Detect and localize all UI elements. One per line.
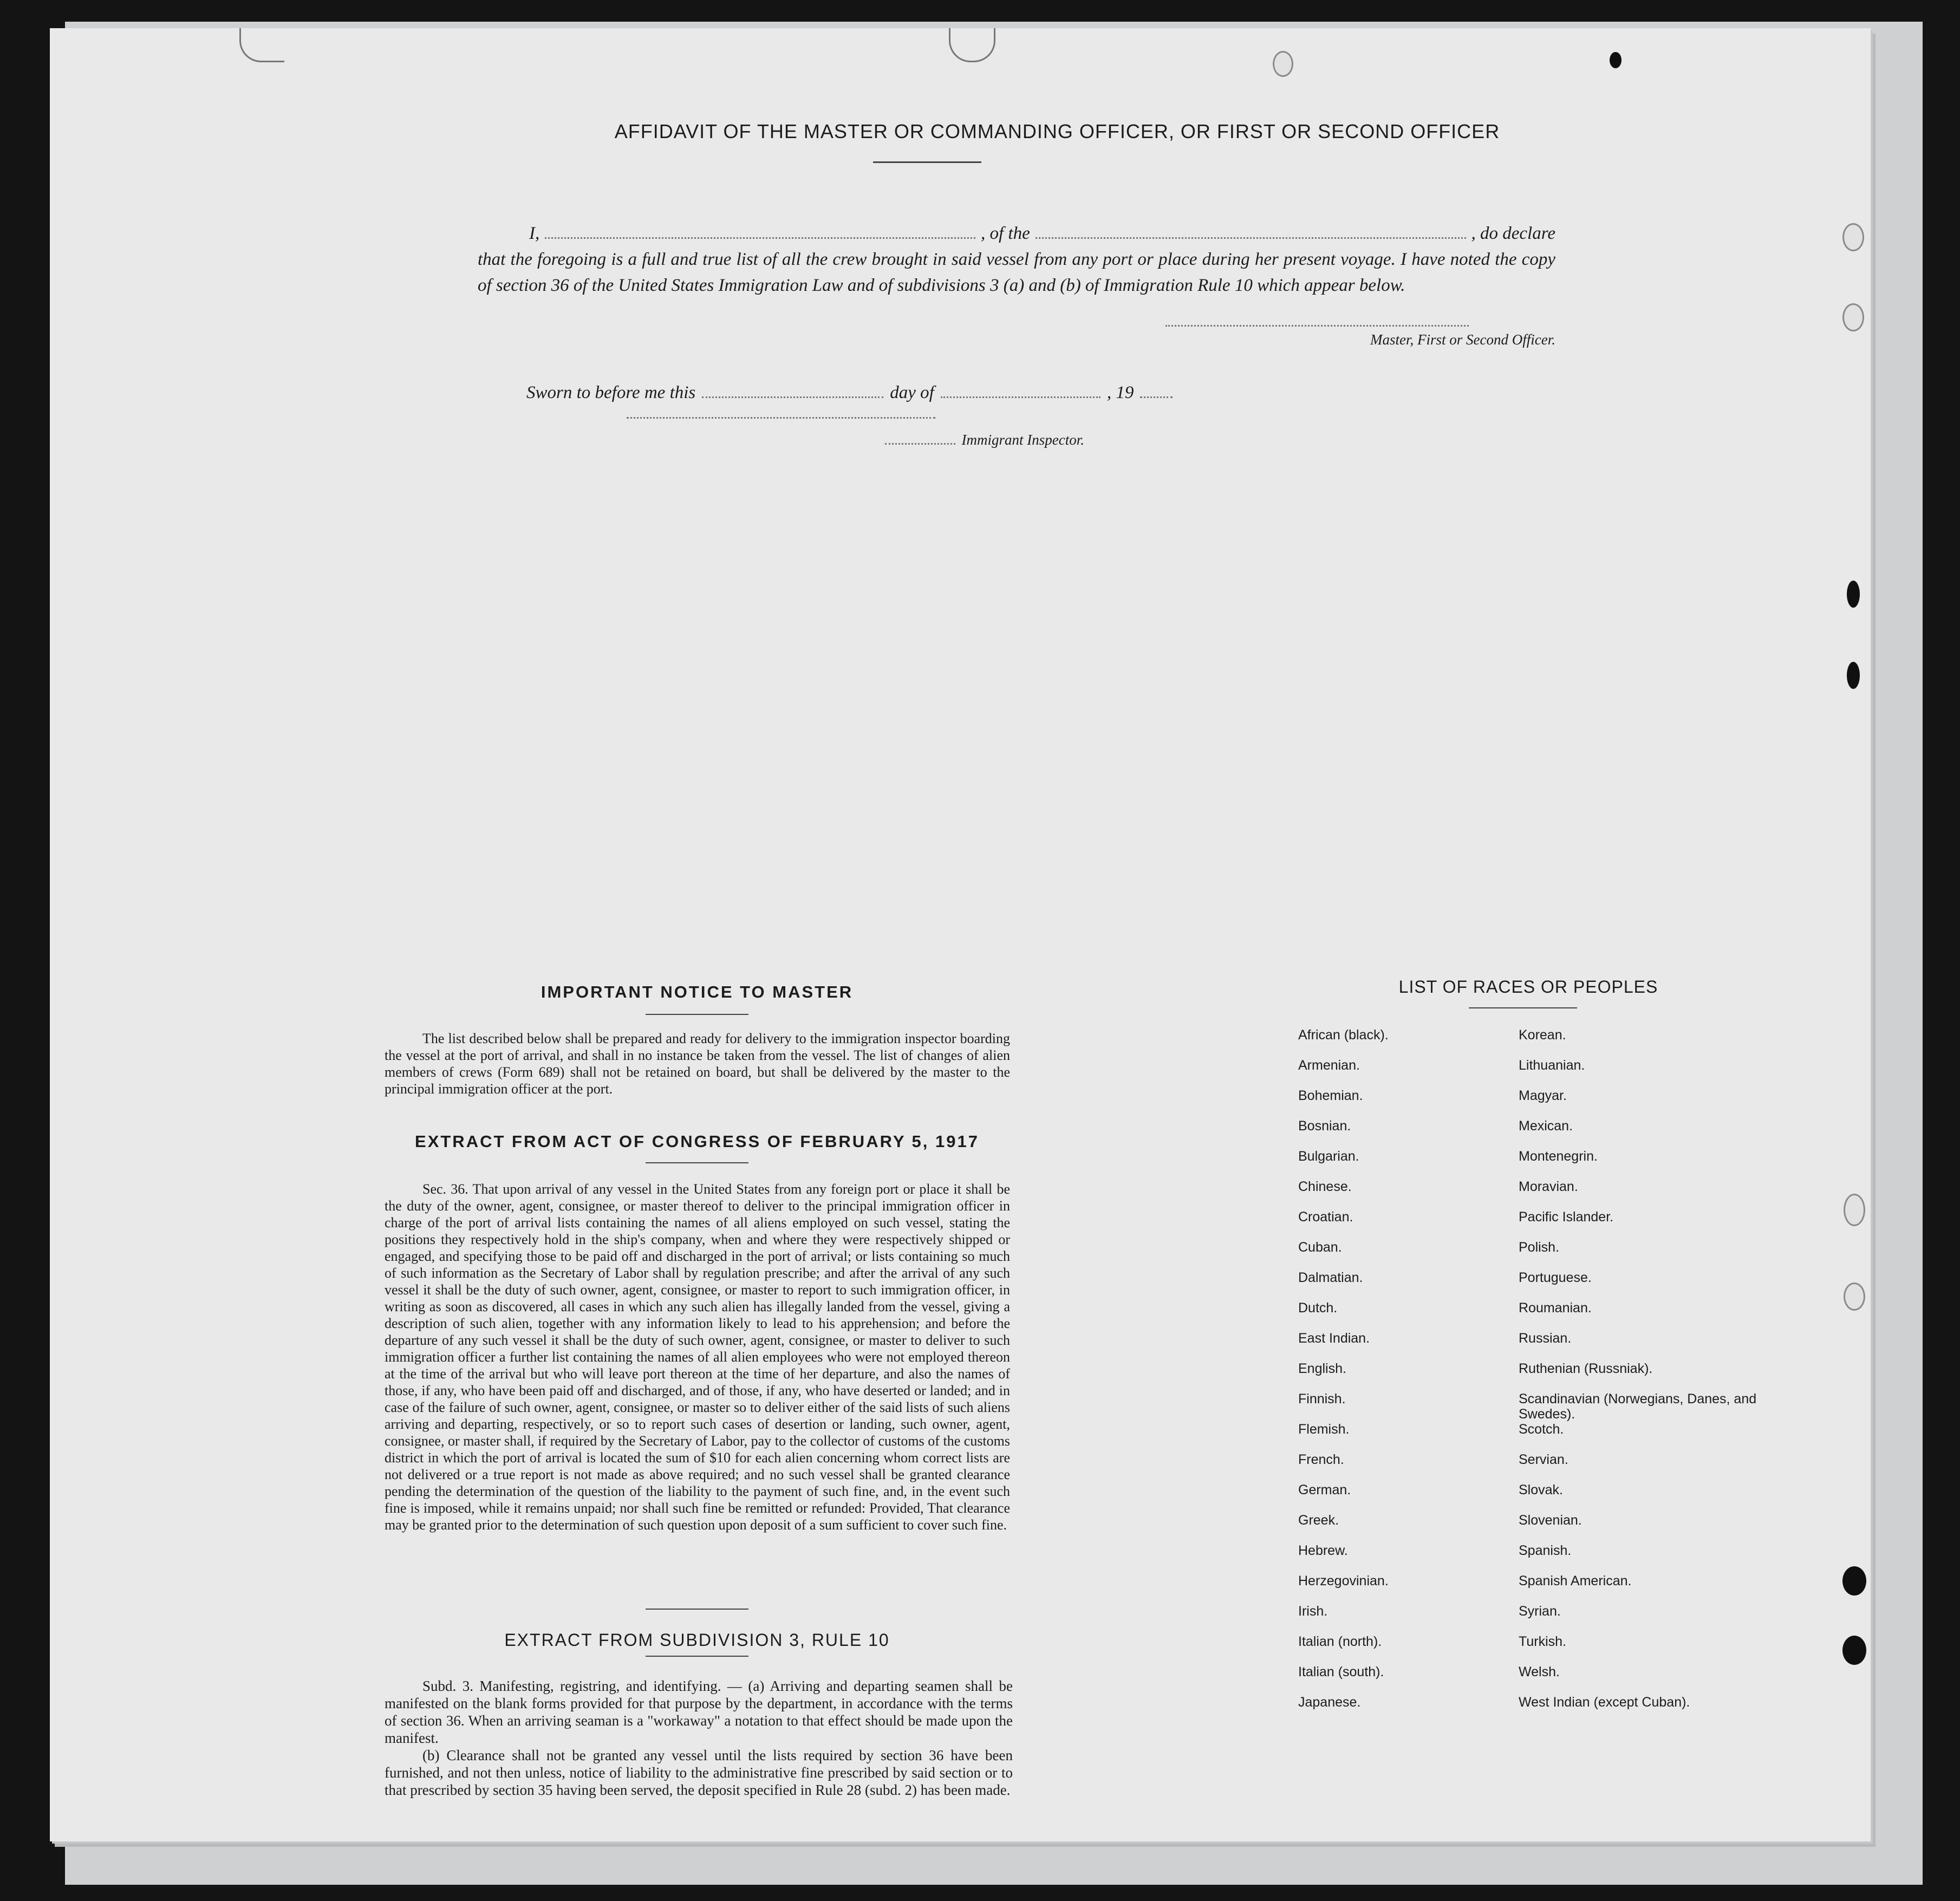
race-list-item: Armenian. [1298, 1058, 1360, 1073]
subdivision-paragraph-a: Subd. 3. Manifesting, registring, and identifying. — (a) Arriving and departing seamen shall be manifested on the blank forms provided for that purpose by the department, in accordance with the terms of section 36. When an arriving seaman is a "workaway" a notation to that effect should be made upon the manifest. [385, 1678, 1013, 1746]
sworn-day-field[interactable] [702, 385, 883, 398]
subdivision-extract-title: EXTRACT FROM SUBDIVISION 3, RULE 10 [504, 1630, 890, 1650]
inspector-label-text: Immigrant Inspector. [961, 432, 1084, 448]
inspector-label [694, 432, 1084, 448]
master-signature-line[interactable] [1165, 325, 1469, 327]
sworn-line [526, 383, 1173, 403]
race-list-item: Polish. [1519, 1240, 1560, 1255]
inspector-dotline [885, 434, 955, 445]
race-list-item: Mexican. [1519, 1118, 1573, 1134]
top-notch-left [239, 28, 284, 62]
race-list-item: Montenegrin. [1519, 1149, 1598, 1164]
race-list-item: Cuban. [1298, 1240, 1342, 1255]
race-list-item: Servian. [1519, 1452, 1568, 1467]
race-list-item: Turkish. [1519, 1634, 1566, 1649]
punch-hole-edge-1 [1842, 223, 1864, 251]
top-notch-middle [949, 28, 995, 62]
declaration-do-declare: , do declare [1471, 224, 1555, 243]
race-list-item: Bohemian. [1298, 1088, 1363, 1103]
sworn-year-field[interactable] [1140, 385, 1173, 398]
races-title: LIST OF RACES OR PEOPLES [1398, 977, 1658, 997]
subdivision-title-rule [646, 1656, 748, 1657]
race-list-item: East Indian. [1298, 1331, 1370, 1346]
notice-title-rule [646, 1014, 748, 1015]
race-list-item: Welsh. [1519, 1664, 1560, 1679]
sworn-month-field[interactable] [941, 385, 1101, 398]
punch-hole-edge-4 [1847, 662, 1860, 689]
punch-hole-edge-7 [1842, 1566, 1866, 1596]
race-list-item: Japanese. [1298, 1695, 1361, 1710]
inspector-signature-line[interactable] [627, 417, 935, 419]
master-name-field[interactable] [545, 223, 975, 239]
race-list-item: Slovenian. [1519, 1513, 1582, 1528]
race-list-item: Scotch. [1519, 1422, 1564, 1437]
master-signature-label: Master, First or Second Officer. [1370, 331, 1555, 348]
sworn-day-of: day of [890, 383, 934, 402]
punch-hole-edge-2 [1842, 303, 1864, 331]
notice-body: The list described below shall be prepared and ready for delivery to the immigration inspector boarding the vessel at the port of arrival, and shall in no instance be taken from the vessel. The list of changes of alien members of crews (Form 689) shall not be retained on board, but shall be delivered by the master to the principal immigration officer at the port. [385, 1031, 1010, 1097]
notice-title: IMPORTANT NOTICE TO MASTER [541, 982, 854, 1001]
punch-hole-edge-3 [1847, 581, 1860, 608]
declaration-text: that the foregoing is a full and true list of all the crew brought in said vessel from any port or place during her present voyage. I have noted the copy of section 36 of the United States Immigration Law and of subdivisions 3 (a) and (b) of Immigration Rule 10 which appear below. [478, 250, 1555, 295]
race-list-item: German. [1298, 1482, 1351, 1498]
act-extract-title: EXTRACT FROM ACT OF CONGRESS OF FEBRUARY 5, 1917 [415, 1132, 979, 1151]
punch-hole-edge-5 [1844, 1194, 1865, 1226]
race-list-item: Pacific Islander. [1519, 1209, 1614, 1225]
sworn-text: Sworn to before me this [526, 383, 696, 402]
race-list-item: Scandinavian (Norwegians, Danes, and Swedes). [1519, 1391, 1757, 1422]
declaration-i: I, [529, 224, 540, 243]
subdivision-top-rule [646, 1609, 748, 1610]
subdivision-extract-body [385, 1677, 1013, 1799]
race-list-item: Spanish American. [1519, 1573, 1632, 1588]
race-list-item: Italian (north). [1298, 1634, 1382, 1649]
race-list-item: Hebrew. [1298, 1543, 1348, 1558]
punch-hole-edge-8 [1842, 1636, 1866, 1665]
race-list-item: Russian. [1519, 1331, 1572, 1346]
manifest-page [50, 28, 1871, 1841]
race-list-item: Bulgarian. [1298, 1149, 1359, 1164]
punch-hole-edge-6 [1844, 1282, 1865, 1311]
sworn-year-prefix: , 19 [1106, 383, 1134, 402]
race-list-item: Finnish. [1298, 1391, 1346, 1407]
act-title-rule [646, 1162, 748, 1163]
punch-hole-top-2 [1610, 52, 1622, 68]
race-list-item: Slovak. [1519, 1482, 1563, 1498]
race-list-item: Ruthenian (Russniak). [1519, 1361, 1653, 1376]
race-list-item: Roumanian. [1519, 1300, 1592, 1316]
affidavit-title: AFFIDAVIT OF THE MASTER OR COMMANDING OFFICER, OR FIRST OR SECOND OFFICER [614, 120, 1500, 142]
race-list-item: Croatian. [1298, 1209, 1353, 1225]
punch-hole-top-1 [1273, 51, 1293, 77]
race-list-item: Korean. [1519, 1027, 1566, 1043]
race-list-item: Lithuanian. [1519, 1058, 1585, 1073]
affidavit-declaration [478, 220, 1555, 298]
race-list-item: English. [1298, 1361, 1346, 1376]
race-list-item: Flemish. [1298, 1422, 1350, 1437]
race-list-item: West Indian (except Cuban). [1519, 1695, 1690, 1710]
races-title-rule [1469, 1007, 1577, 1008]
act-extract-body: Sec. 36. That upon arrival of any vessel in the United States from any foreign port or place it shall be the duty of the owner, agent, consignee, or master thereof to deliver to the principal immigration officer in charge of the port of arrival lists containing the names of all aliens employed on such vessel, stating the positions they respectively hold in the ship's company, when and where they were respectively shipped or engaged, and specifying those to be paid off and discharged in the port of arrival; or lists containing so much of such information as the Secretary of Labor shall by regulation prescribe; and after the arrival of any such vessel it shall be the duty of such owner, agent, consignee, or master to report to such immigration officer, in writing as soon as discovered, all cases in which any such alien has illegally landed from the vessel, giving a description of such alien, together with any information likely to lead to his apprehension; and before the departure of any such vessel it shall be the duty of such owner, agent, consignee, or master to deliver to such immigration officer a further list containing the names of all alien employees who were not employed thereon at the time of the arrival but who will leave port thereon at the time of her departure, and also the names of those, if any, who have been paid off and discharged, and of those, if any, who have deserted or landed; and in case of the failure of such owner, agent, consignee, or master so to deliver either of the said lists of such aliens arriving and departing, respectively, or so to report such cases of desertion or landing, such owner, agent, consignee, or master shall, if required by the Secretary of Labor, pay to the collector of customs of the customs district in which the port of arrival is located the sum of $10 for each alien concerning whom correct lists are not delivered or a true report is not made as above required; and no such vessel shall be granted clearance pending the determination of the question of the liability to the payment of such fine, and, in the event such fine is imposed, while it remains unpaid; nor shall such fine be remitted or refunded: Provided, That clearance may be granted prior to the determination of such question upon deposit of a sum sufficient to cover such fine. [385, 1181, 1010, 1533]
race-list-item: Dalmatian. [1298, 1270, 1363, 1285]
subdivision-paragraph-b: (b) Clearance shall not be granted any vessel until the lists required by section 36 have been furnished, and not then unless, notice of liability to the administrative fine prescribed by said section or to that prescribed by section 35 having been served, the deposit specified in Rule 28 (subd. 2) has been made. [385, 1747, 1013, 1798]
race-list-item: Spanish. [1519, 1543, 1572, 1558]
race-list-item: French. [1298, 1452, 1344, 1467]
race-list-item: Dutch. [1298, 1300, 1338, 1316]
race-list-item: Irish. [1298, 1604, 1328, 1619]
race-list-item: Bosnian. [1298, 1118, 1351, 1134]
race-list-item: Herzegovinian. [1298, 1573, 1389, 1588]
race-list-item: Moravian. [1519, 1179, 1578, 1194]
race-list-item: Syrian. [1519, 1604, 1561, 1619]
races-right-column [1519, 1027, 1768, 1725]
race-list-item: Chinese. [1298, 1179, 1352, 1194]
race-list-item: Greek. [1298, 1513, 1339, 1528]
race-list-item: African (black). [1298, 1027, 1389, 1043]
vessel-name-field[interactable] [1036, 223, 1466, 239]
race-list-item: Magyar. [1519, 1088, 1567, 1103]
races-left-column [1298, 1027, 1504, 1725]
race-list-item: Portuguese. [1519, 1270, 1592, 1285]
declaration-of-the: , of the [981, 224, 1030, 243]
affidavit-title-rule [873, 161, 981, 163]
race-list-item: Italian (south). [1298, 1664, 1384, 1679]
